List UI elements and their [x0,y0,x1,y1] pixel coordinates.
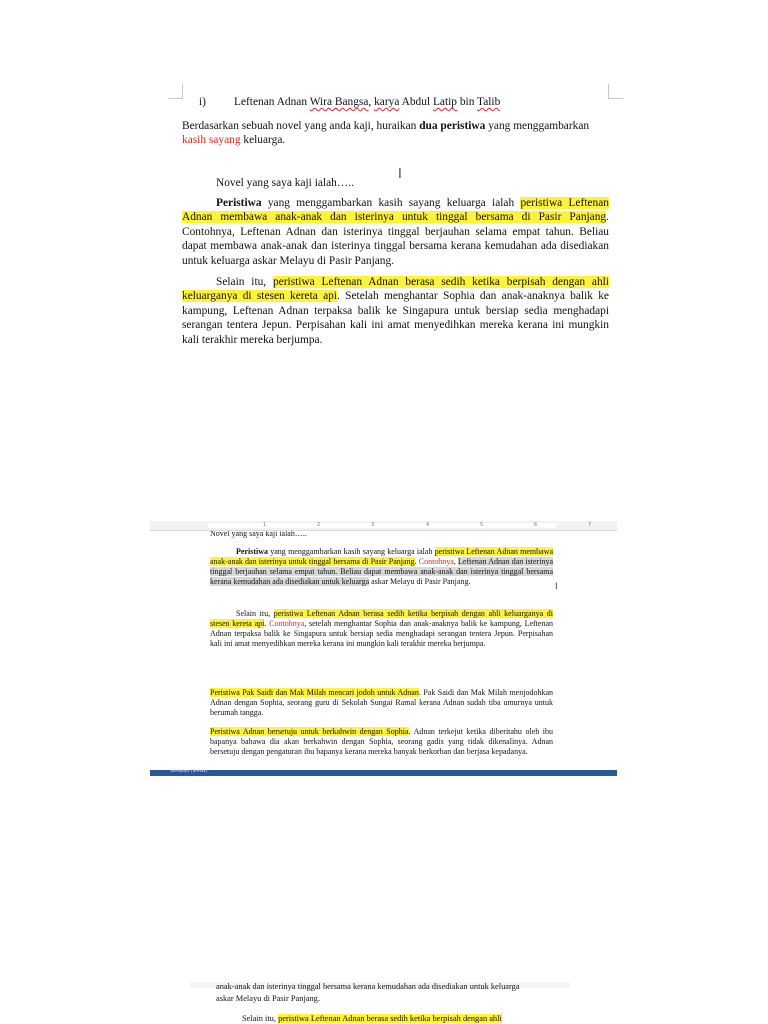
ruler-tick: 3 [371,522,375,528]
language-status[interactable]: SPANISH (SPAIN) [170,769,208,774]
ruler-tick: 7 [588,522,592,528]
document-page-3 [190,978,570,1024]
text-cursor-icon: I [398,167,402,182]
question-number: i) [199,96,206,108]
paragraph-1: Peristiwa yang menggambarkan kasih sayang keluarga ialah peristiwa Leftenan Adnan membawa anak-anak dan isterinya untuk tinggal bersama di Pasir Panjang. Contohnya, Leftenan Adnan dan isterinya tinggal berjauhan selama empat tahun. Beliau dapat membawa anak-anak dan isterinya tinggal bersama kerana kemudahan ada disediakan untuk keluarga askar Melayu di Pasir Panjang. [182,197,609,267]
line-2: askar Melayu di Pasir Panjang. [216,994,320,1003]
ruler-tick: 1 [263,522,267,528]
document-page-1 [0,0,768,360]
paragraph-2: Selain itu, peristiwa Leftenan Adnan berasa sedih ketika berpisah dengan ahli keluarganya di stesen kereta api. Contohnya, setelah menghantar Sophia dan anak-anaknya balik ke kampung, Leftenan Adnan terpaksa balik ke Singapura untuk bersiap sedia menghadapi serangan tentera Jepun. Perpisahan kali ini amat menyedihkan mereka kerana ini mungkin kali terakhir mereka berjumpa. [210,609,553,648]
paragraph-4: Peristiwa Adnan bersetuju untuk berkahwin dengan Sophia. Adnan terkejut ketika diberitahu oleh ibu bapanya bahawa dia akan berkahwin dengan Sophia, seorang gadis yang tidak dikenalinya. Adnan bersetuju dengan pengaturan ibu bapanya kerana mereka banyak berkorban dan berjasa kepadanya. [210,727,554,756]
novel-line-cut: Novel yang saya kaji ialah….. [210,531,307,538]
novel-line: Novel yang saya kaji ialah….. [216,177,354,189]
novel-title: Leftenan Adnan Wira Bangsa, karya Abdul Latip bin Talib [234,96,501,108]
text-cursor-icon: I [555,582,558,592]
ruler-tick: 6 [534,522,538,528]
line-cut: anak-anak dan isterinya tinggal bersama kerana kemudahan ada disediakan untuk keluarga [216,983,520,991]
paragraph-1: Peristiwa yang menggambarkan kasih sayang keluarga ialah peristiwa Leftenan Adnan membawa anak-anak dan isterinya untuk tinggal bersama di Pasir Panjang. Contohnya, Leftenan Adnan dan isterinya tinggal berjauhan selama empat tahun. Beliau dapat membawa anak-anak dan isterinya tinggal bersama kerana kemudahan ada disediakan untuk keluarga askar Melayu di Pasir Panjang. [210,547,554,586]
question-prompt: Berdasarkan sebuah novel yang anda kaji, huraikan dua peristiwa yang menggambarkan kasih sayang keluarga. [182,120,590,147]
paragraph-2: Selain itu, peristiwa Leftenan Adnan berasa sedih ketika berpisah dengan ahli keluarganya di stesen kereta api. Setelah menghantar Sophia dan anak-anaknya balik ke kampung, Leftenan Adnan terpaksa balik ke Singapura untuk bersiap sedia menghadapi serangan tentera Jepun. Perpisahan kali ini amat menyedihkan mereka kerana ini mungkin kali terakhir mereka berjumpa. [182,276,609,346]
word-editor-window [150,521,617,776]
status-bar [150,770,617,776]
horizontal-ruler[interactable] [150,521,617,531]
ruler-tick: 4 [426,522,430,528]
paragraph-2-start: Selain itu, peristiwa Leftenan Adnan berasa sedih ketika berpisah dengan ahli [242,1014,502,1023]
crop-mark-top-left [168,84,183,99]
ruler-tick: 5 [480,522,484,528]
crop-mark-top-right [608,84,623,99]
ruler-tick: 2 [317,522,321,528]
paragraph-3: Peristiwa Pak Saidi dan Mak Milah mencari jodoh untuk Adnan. Pak Saidi dan Mak Milah menjodohkan Adnan dengan Sophia, seorang guru di Sekolah Sungai Ramal kerana Adnan sudah tiba umurnya untuk berumah tangga. [210,688,553,717]
